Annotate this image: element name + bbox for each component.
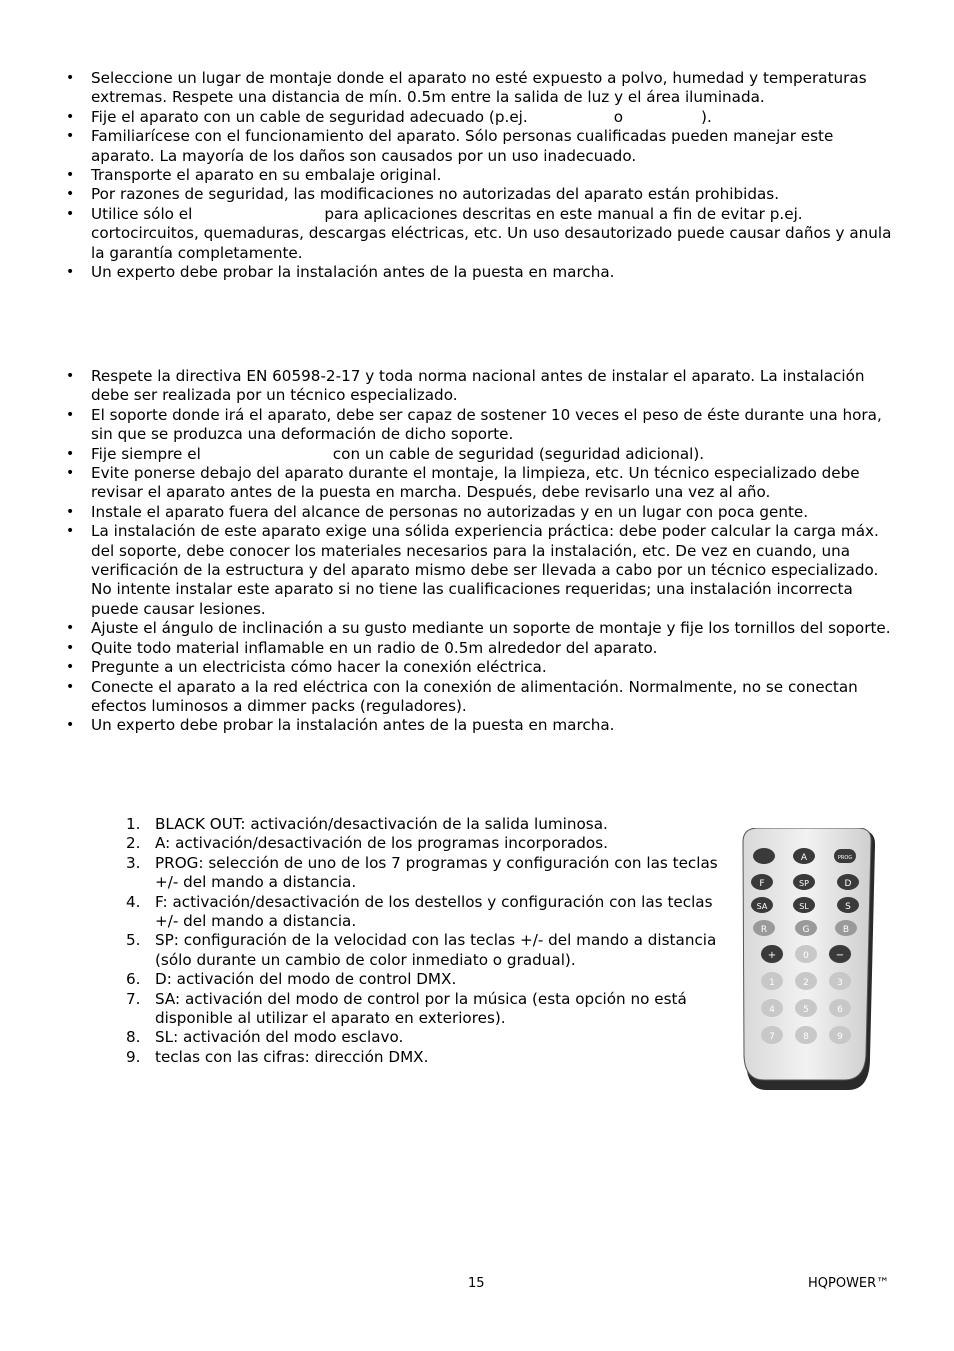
remote-key-label: R	[760, 925, 768, 935]
list-item: 9. teclas con las cifras: dirección DMX.	[126, 1047, 429, 1066]
list-item: • Familiarícese con el funcionamiento del aparato. Sólo personas cualificadas pueden manejar este aparato. La mayoría de los daños son causados por un uso inadecuado.	[0, 127, 954, 166]
remote-key-label: A	[800, 853, 808, 863]
remote-key-label: D	[844, 879, 852, 889]
list-item: 2. A: activación/desactivación de los programas incorporados.	[126, 834, 608, 853]
remote-buttons	[751, 848, 859, 1044]
remote-top-block	[751, 848, 859, 913]
remote-key-label: SL	[799, 902, 809, 911]
list-item: • Fije siempre el con un cable de seguridad (seguridad adicional).	[0, 445, 954, 464]
safety-list	[0, 69, 954, 282]
list-item: 8. SL: activación del modo esclavo.	[126, 1028, 404, 1047]
remote-key-label: 9	[837, 1032, 843, 1042]
remote-key-label: 1	[769, 978, 775, 988]
remote-key-label: 7	[769, 1032, 775, 1042]
list-item: • Un experto debe probar la instalación antes de la puesta en marcha.	[0, 263, 954, 282]
list-item: • Transporte el aparato en su embalaje original.	[0, 166, 954, 185]
installation-list	[0, 367, 954, 736]
remote-key-label: 3	[837, 978, 843, 988]
list-item: • Un experto debe probar la instalación antes de la puesta en marcha.	[0, 716, 954, 735]
list-item: • Instale el aparato fuera del alcance de personas no autorizadas y en un lugar con poca gente.	[0, 503, 954, 522]
remote-key-label: S	[845, 902, 851, 912]
remote-key-label: +	[767, 950, 777, 961]
list-item: • Utilice sólo el para aplicaciones descritas en este manual a fin de evitar p.ej. cortocircuitos, quemaduras, descargas eléctricas, etc. Un uso desautorizado puede causar daños y anula la garantía completamente.	[0, 205, 954, 263]
remote-key-label: −	[835, 950, 845, 961]
list-item: • Quite todo material inflamable en un radio de 0.5m alrededor del aparato.	[0, 639, 954, 658]
page-number: 15	[468, 1276, 485, 1291]
remote-key-label: 6	[837, 1005, 843, 1015]
remote-key-label: 0	[803, 951, 809, 961]
list-item: • La instalación de este aparato exige una sólida experiencia práctica: debe poder calcular la carga máx. del soporte, debe conocer los materiales necesarios para la instalación, etc. De vez en cuando, una verificación de la estructura y del aparato mismo debe ser llevada a cabo por un técnico especializado. No intente instalar este aparato si no tiene las cualificaciones requeridas; una instalación incorrecta puede causar lesiones.	[0, 522, 954, 619]
blackout-button	[753, 848, 775, 864]
list-item: 7. SA: activación del modo de control por la música (esta opción no está disponible al utilizar el aparato en exteriores).	[126, 989, 687, 1028]
remote-key-label: PROG	[837, 855, 853, 861]
list-item: • Fije el aparato con un cable de seguridad adecuado (p.ej. o ).	[0, 108, 954, 127]
remote-key-label: B	[842, 925, 850, 935]
remote-functions-list	[0, 815, 720, 1067]
list-item: • Ajuste el ángulo de inclinación a su gusto mediante un soporte de montaje y fije los tornillos del soporte.	[0, 619, 954, 638]
remote-key-label: G	[802, 925, 810, 935]
remote-key-label: F	[759, 879, 765, 889]
remote-key-label: 5	[803, 1005, 809, 1015]
list-item: • Respete la directiva EN 60598-2-17 y toda norma nacional antes de instalar el aparato. La instalación debe ser realizada por un técnico especializado.	[0, 367, 954, 406]
remote-rgb-block	[753, 920, 857, 936]
remote-key-label: 2	[803, 978, 809, 988]
list-item: • Seleccione un lugar de montaje donde el aparato no esté expuesto a polvo, humedad y temperaturas extremas. Respete una distancia de mín. 0.5m entre la salida de luz y el área iluminada.	[0, 69, 954, 108]
list-item: • Pregunte a un electricista cómo hacer la conexión eléctrica.	[0, 658, 954, 677]
list-item: 3. PROG: selección de uno de los 7 programas y configuración con las teclas +/- del mando a distancia.	[126, 853, 718, 892]
remote-key-label: 4	[769, 1005, 775, 1015]
list-item: • El soporte donde irá el aparato, debe ser capaz de sostener 10 veces el peso de éste durante una hora, sin que se produzca una deformación de dicho soporte.	[0, 406, 954, 445]
remote-key-label: 8	[803, 1032, 809, 1042]
list-item: 1. BLACK OUT: activación/desactivación de la salida luminosa.	[126, 815, 608, 833]
list-item: 4. F: activación/desactivación de los destellos y configuración con las teclas +/- del mando a distancia.	[126, 892, 713, 931]
list-item: 5. SP: configuración de la velocidad con las teclas +/- del mando a distancia (sólo durante un cambio de color inmediato o gradual).	[126, 931, 717, 969]
remote-control-image	[740, 828, 880, 1093]
list-item: • Por razones de seguridad, las modificaciones no autorizadas del aparato están prohibidas.	[0, 185, 954, 204]
list-item: • Evite ponerse debajo del aparato durante el montaje, la limpieza, etc. Un técnico especializado debe revisar el aparato antes de la puesta en marcha. Después, debe revisarlo una vez al año.	[0, 464, 954, 503]
brand-footer: HQPOWER™	[808, 1276, 890, 1291]
list-item: 6. D: activación del modo de control DMX.	[126, 970, 457, 989]
remote-key-label: SP	[799, 879, 809, 888]
list-item: • Conecte el aparato a la red eléctrica con la conexión de alimentación. Normalmente, no se conectan efectos luminosos a dimmer packs (reguladores).	[0, 678, 954, 717]
remote-key-label: SA	[756, 902, 768, 911]
